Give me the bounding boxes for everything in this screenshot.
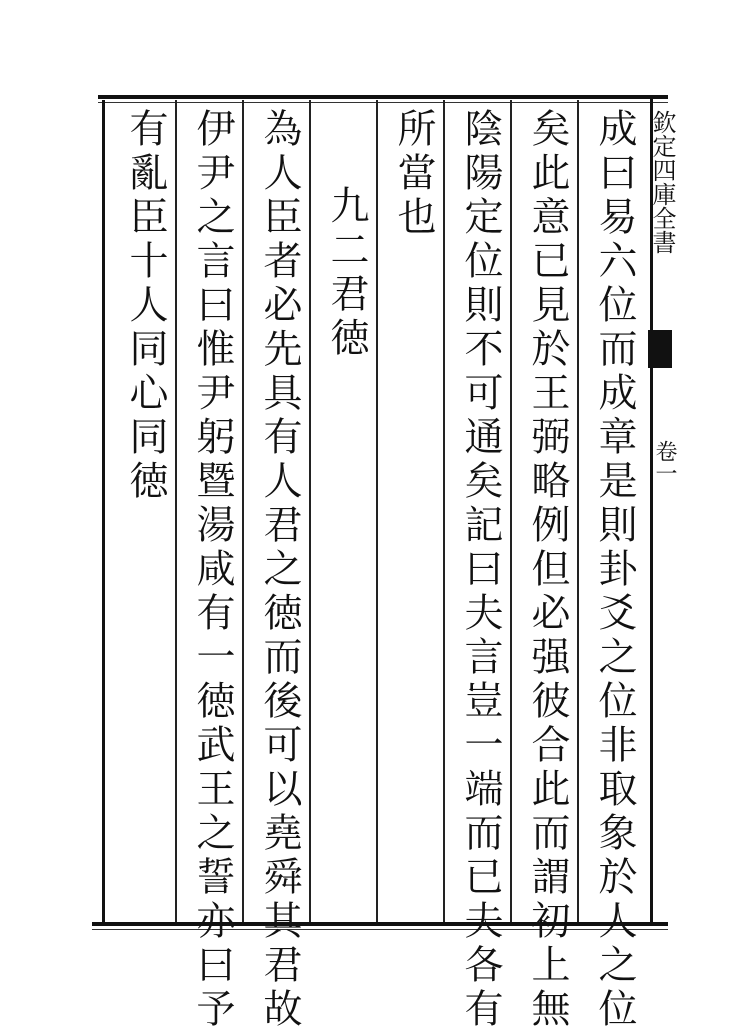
- bottom-border: [92, 922, 668, 926]
- text-column-8: 有亂臣十人同心同徳: [123, 108, 168, 504]
- column-divider: [309, 100, 311, 922]
- volume-label: 卷一: [652, 440, 677, 484]
- spine-fish-tail-mark: [648, 330, 672, 368]
- text-column-1: 成曰易六位而成章是則卦爻之位非取象於人之位: [592, 108, 637, 1032]
- left-border: [102, 100, 105, 922]
- text-column-4: 所當也: [391, 108, 436, 240]
- bottom-border-inner: [92, 929, 668, 930]
- column-divider: [510, 100, 512, 922]
- text-column-heading: 九二君徳: [324, 185, 369, 361]
- top-border-inner: [98, 102, 668, 103]
- book-title: 欽定四庫全書: [648, 110, 676, 254]
- column-divider: [577, 100, 579, 922]
- text-column-6: 為人臣者必先具有人君之徳而後可以堯舜其君故: [257, 108, 302, 1032]
- column-divider: [175, 100, 177, 922]
- text-column-3: 陰陽定位則不可通矣記曰夫言豈一端而已夫各有: [458, 108, 503, 1032]
- column-divider: [443, 100, 445, 922]
- text-column-2: 矣此意已見於王弼略例但必强彼合此而謂初上無: [525, 108, 570, 1032]
- column-divider: [242, 100, 244, 922]
- text-column-7: 伊尹之言曰惟尹躬暨湯咸有一徳武王之誓亦曰予: [190, 108, 235, 1032]
- column-divider: [376, 100, 378, 922]
- top-border: [98, 95, 668, 99]
